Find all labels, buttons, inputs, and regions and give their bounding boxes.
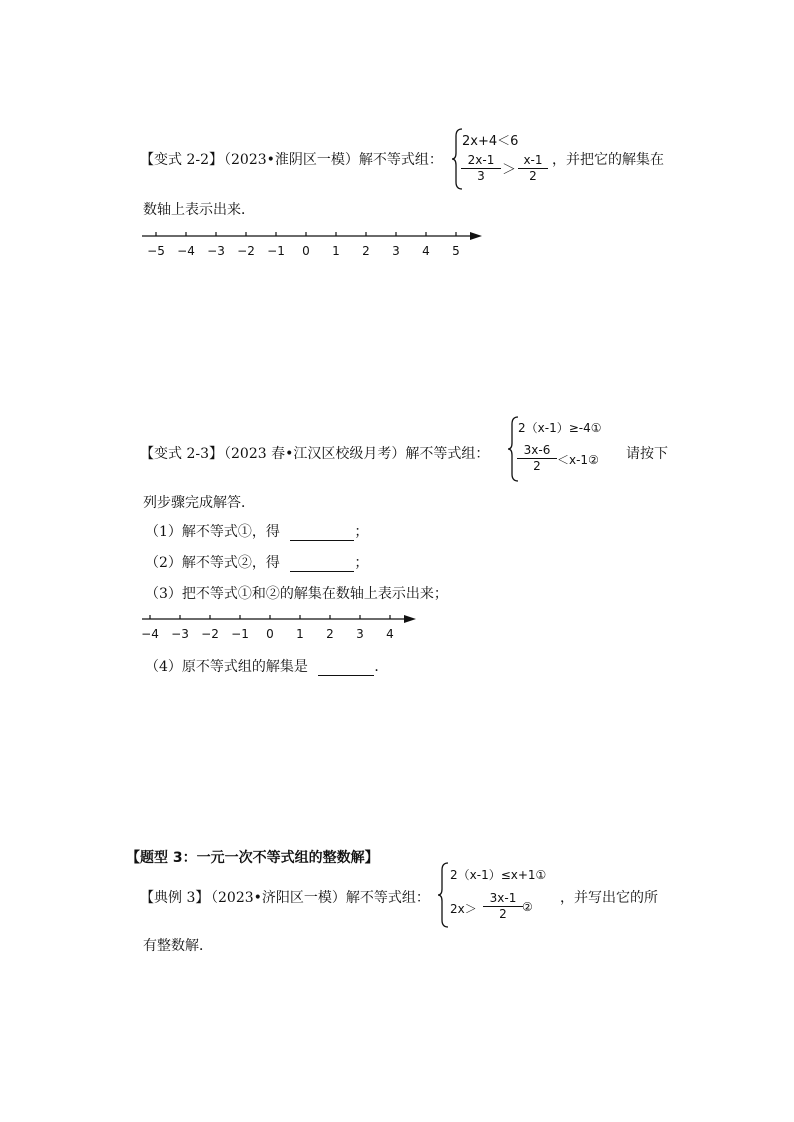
v23-step2-semicolon: ；	[354, 555, 369, 571]
t3-source: （2023•济阳区一模）解不等式组：	[204, 890, 430, 906]
v23-step1-semicolon: ；	[354, 524, 369, 540]
v23-axis-tick-label: 0	[266, 627, 274, 641]
v23-eq1: 2（x-1）≥-4①	[518, 421, 602, 435]
v22-number-line	[140, 225, 490, 265]
v22-axis-tick-label: −2	[237, 244, 255, 258]
v23-step1-blank[interactable]	[290, 524, 354, 541]
v23-axis-tick-label: −1	[231, 627, 249, 641]
t3-line2: 有整数解．	[143, 938, 213, 954]
v22-axis-tick-label: 0	[302, 244, 310, 258]
v22-axis-tick-label: −3	[207, 244, 225, 258]
v22-frac1-den: 3	[477, 169, 485, 183]
t3-brace-icon	[438, 862, 450, 928]
v22-tail: ，并把它的解集在	[552, 152, 664, 168]
t3-eq2-tail: ②	[522, 900, 533, 914]
v23-step2-blank[interactable]	[290, 555, 354, 572]
v23-step3: （3）把不等式①和②的解集在数轴上表示出来；	[145, 586, 448, 602]
v23-step4-text: （4）原不等式组的解集是	[145, 659, 308, 675]
v23-axis-tick-label: 1	[296, 627, 304, 641]
v22-axis-tick-label: −5	[147, 244, 165, 258]
v23-step4	[145, 656, 388, 676]
t3-frac-num: 3x-1	[483, 891, 523, 907]
t3-heading: 【题型 3：一元一次不等式组的整数解】	[126, 850, 379, 866]
v22-axis-tick-label: 1	[332, 244, 340, 258]
v23-number-line	[140, 610, 430, 650]
v23-frac-num: 3x-6	[517, 443, 557, 459]
v22-frac1	[461, 153, 501, 184]
v23-frac	[517, 443, 557, 474]
v23-step4-blank[interactable]	[318, 659, 374, 676]
v22-eq1: 2x+4＜6	[462, 134, 519, 149]
v23-source: （2023 春•江汉区校级月考）解不等式组：	[217, 446, 490, 462]
t3-tag: 【典例 3】	[140, 890, 210, 906]
t3-eq1: 2（x-1）≤x+1①	[450, 868, 547, 882]
v23-step2	[145, 552, 368, 572]
v22-axis-tick-label: 2	[362, 244, 370, 258]
v23-axis-tick-label: −3	[171, 627, 189, 641]
v23-frac-den: 2	[533, 459, 541, 473]
v22-source: （2023•淮阴区一模）解不等式组：	[217, 152, 443, 168]
v22-frac2-num: x-1	[518, 153, 548, 169]
t3-frac	[483, 891, 523, 922]
v23-axis-tick-label: −4	[141, 627, 159, 641]
v22-frac2	[518, 153, 548, 184]
v23-axis-tick-label: 4	[386, 627, 394, 641]
t3-tail: ，并写出它的所	[560, 890, 658, 906]
v23-step1	[145, 521, 368, 541]
v23-step2-text: （2）解不等式②，得	[145, 555, 280, 571]
v22-axis-tick-label: −4	[177, 244, 195, 258]
v22-gt: ＞	[502, 162, 516, 178]
v22-line2: 数轴上表示出来．	[143, 202, 255, 218]
v23-eq2-tail: ＜x-1②	[557, 453, 599, 467]
v23-step4-period: ．	[374, 659, 389, 675]
v23-line2: 列步骤完成解答．	[143, 495, 255, 511]
v23-step1-text: （1）解不等式①，得	[145, 524, 280, 540]
v22-frac1-num: 2x-1	[461, 153, 501, 169]
v23-tag: 【变式 2-3】	[140, 446, 223, 462]
v23-axis-tick-label: −2	[201, 627, 219, 641]
v23-tail: 请按下	[626, 446, 668, 462]
v22-tag: 【变式 2-2】	[140, 152, 223, 168]
v22-axis-tick-label: −1	[267, 244, 285, 258]
v22-axis-tick-label: 3	[392, 244, 400, 258]
v22-frac2-den: 2	[529, 169, 537, 183]
v22-axis-tick-label: 5	[452, 244, 460, 258]
v23-axis-arrow-icon	[404, 615, 416, 623]
v22-axis-arrow-icon	[470, 232, 482, 240]
v22-axis-tick-label: 4	[422, 244, 430, 258]
t3-eq2-head: 2x＞	[450, 902, 477, 916]
v23-axis-tick-label: 3	[356, 627, 364, 641]
v23-axis-tick-label: 2	[326, 627, 334, 641]
t3-frac-den: 2	[499, 907, 507, 921]
